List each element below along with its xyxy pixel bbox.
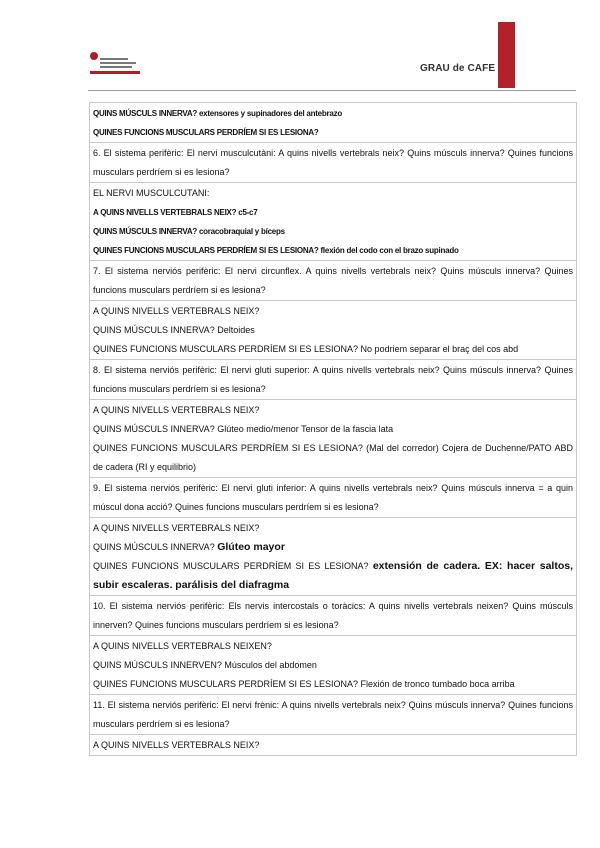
- text-line: QUINES FUNCIONS MUSCULARS PERDRÍEM SI ES LESIONA? Flexión de tronco tumbado boca arriba: [93, 679, 515, 689]
- answer-cell: [90, 636, 576, 695]
- text-line: QUINS MÚSCULS INNERVA? Glúteo medio/menor Tensor de la fascia lata: [93, 424, 394, 434]
- question-label: QUINES FUNCIONS MUSCULARS PERDRÍEM SI ES LESIONA?: [93, 561, 369, 571]
- text-line: QUINES FUNCIONS MUSCULARS PERDRÍEM SI ES LESIONA? (Mal del corredor) Cojera de Duchenne/PATO ABD de cadera (RI y equilibrio): [93, 443, 573, 472]
- question-cell: [90, 478, 576, 518]
- logo-text-line: [100, 66, 132, 68]
- question-text: 7. El sistema nerviós perifèric: El nervi circunflex. A quins nivells vertebrals neix? Quins músculs innerva? Quines funcions musculars perdríem si es lesiona?: [93, 266, 573, 295]
- text-line: QUINES FUNCIONS MUSCULARS PERDRÍEM SI ES LESIONA?: [93, 128, 319, 137]
- text-line: A QUINS NIVELLS VERTEBRALS NEIX?: [93, 306, 260, 316]
- answer-emphasis: Glúteo mayor: [217, 541, 285, 553]
- logo-text-line: [100, 62, 136, 64]
- question-cell: [90, 695, 576, 735]
- header-divider: [88, 90, 576, 91]
- text-line: EL NERVI MUSCULCUTANI:: [93, 188, 210, 198]
- page-header-title: GRAU de CAFE: [420, 63, 496, 74]
- logo-bar: [90, 71, 140, 74]
- question-cell: [90, 360, 576, 400]
- question-cell: [90, 261, 576, 301]
- text-line: A QUINS NIVELLS VERTEBRALS NEIXEN?: [93, 641, 272, 651]
- text-line: QUINS MÚSCULS INNERVA? coracobraquial y bíceps: [93, 227, 285, 236]
- text-line: QUINES FUNCIONS MUSCULARS PERDRÍEM SI ES LESIONA? No podriem separar el braç del cos abd: [93, 344, 519, 354]
- question-cell: [90, 596, 576, 636]
- answer-cell: [90, 735, 576, 755]
- text-line: QUINS MÚSCULS INNERVA? extensores y supinadores del antebrazo: [93, 109, 342, 118]
- text-line: A QUINS NIVELLS VERTEBRALS NEIX?: [93, 740, 260, 750]
- answer-emphasis: extensión de cadera. EX: hacer saltos, subir escaleras. parálisis del diafragma: [93, 560, 573, 591]
- text-line: [93, 557, 573, 595]
- question-text: 9. El sistema nerviós perifèric: El nervi gluti inferior: A quins nivells vertebrals neix? Quins músculs innerva = a quin múscul dona acció? Quines funcions musculars perdríem si es lesiona?: [93, 483, 573, 512]
- university-logo: [90, 52, 142, 76]
- answer-cell: [90, 400, 576, 478]
- question-text: 6. El sistema perifèric: El nervi musculcutàni: A quins nivells vertebrals neix? Quins músculs innerva? Quines funcions musculars perdríem si es lesiona?: [93, 148, 573, 177]
- question-label: QUINS MÚSCULS INNERVA?: [93, 542, 215, 552]
- text-line: A QUINS NIVELLS VERTEBRALS NEIX? c5-c7: [93, 208, 258, 217]
- question-cell: [90, 143, 576, 183]
- text-line: QUINS MÚSCULS INNERVEN? Músculos del abdomen: [93, 660, 317, 670]
- table-cell: [90, 103, 576, 143]
- header-red-tab: [498, 22, 515, 88]
- question-text: 11. El sistema nerviós perifèric: El nervi frènic: A quins nivells vertebrals neix? Quins músculs innerva? Quines funcions musculars perdríem si es lesiona?: [93, 700, 573, 729]
- text-line: QUINES FUNCIONS MUSCULARS PERDRÍEM SI ES LESIONA? flexión del codo con el brazo supinado: [93, 246, 459, 255]
- answer-cell: [90, 301, 576, 360]
- text-line: QUINS MÚSCULS INNERVA? Deltoides: [93, 325, 255, 335]
- text-line: A QUINS NIVELLS VERTEBRALS NEIX?: [93, 523, 260, 533]
- answer-cell: [90, 518, 576, 596]
- logo-mark-icon: [90, 52, 98, 60]
- answer-cell: [90, 183, 576, 261]
- question-text: 10. El sistema nerviós perifèric: Els nervis intercostals o toràcics: A quins nivells vertebrals neixen? Quins músculs innerven? Quines funcions musculars perdríem si es lesiona?: [93, 601, 573, 630]
- question-text: 8. El sistema nerviós perifèric: El nervi gluti superior: A quins nivells vertebrals neix? Quins músculs innerva? Quines funcions musculars perdríem si es lesiona?: [93, 365, 573, 394]
- document-table: [89, 102, 577, 756]
- text-line: [93, 538, 573, 557]
- text-line: A QUINS NIVELLS VERTEBRALS NEIX?: [93, 405, 260, 415]
- logo-text-line: [100, 58, 128, 60]
